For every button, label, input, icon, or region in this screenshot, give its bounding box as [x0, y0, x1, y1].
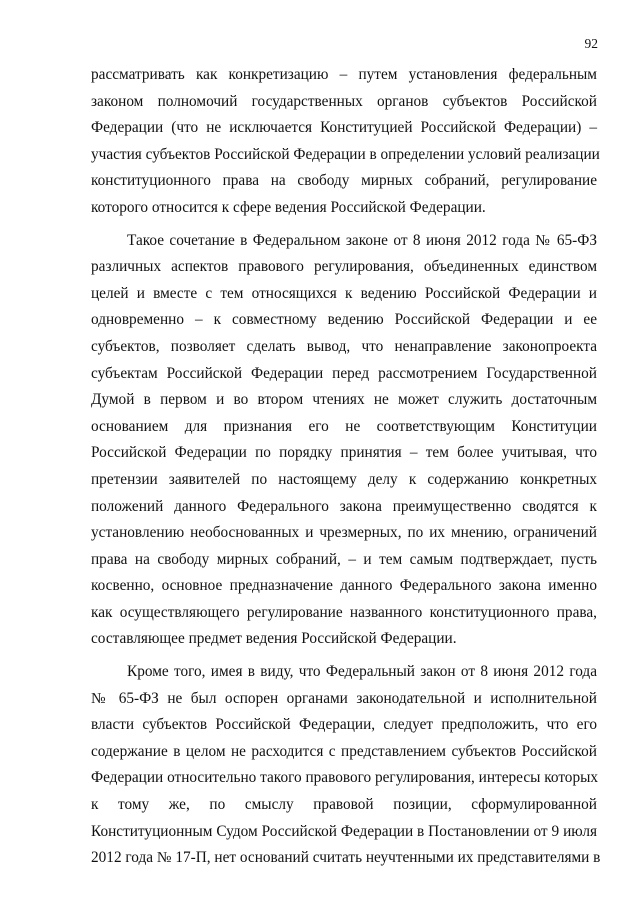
text-line: одновременно – к совместному ведению Российской Федерации и ее [91, 311, 597, 329]
text-line: законом полномочий государственных органов субъектов Российской [91, 92, 597, 110]
text-line: рассматривать как конкретизацию – путем установления федеральным [91, 66, 597, 83]
text-line: Федерации (что не исключается Конституцией Российской Федерации) – [91, 119, 597, 137]
text-line: Думой в первом и во втором чтениях не может служить достаточным [91, 391, 597, 409]
text-line: претензии заявителей по настоящему делу к содержанию конкретных [91, 470, 597, 488]
text-line: установлению необоснованных и чрезмерных, по их мнению, ограничений [91, 524, 597, 542]
text-line: участия субъектов Российской Федерации в определении условий реализации [91, 145, 600, 163]
text-line: субъектам Российской Федерации перед рассмотрением Государственной [91, 364, 597, 382]
text-line: содержание в целом не расходится с представлением субъектов Российской [91, 742, 597, 760]
page-number: 92 [584, 36, 598, 51]
text-line: конституционного права на свободу мирных собраний, регулирование [91, 172, 597, 190]
text-line: 2012 года № 17-П, нет оснований считать неучтенными их представителями в [91, 849, 601, 867]
text-line: как осуществляющего регулирование названного конституционного права, [91, 603, 597, 621]
text-line: различных аспектов правового регулирования, объединенных единством [91, 258, 597, 276]
text-line: Кроме того, имея в виду, что Федеральный закон от 8 июня 2012 года [127, 663, 597, 681]
text-line: составляющее предмет ведения Российской Федерации. [91, 630, 457, 648]
paragraph-2 [91, 228, 597, 654]
document-body [91, 62, 601, 872]
text-line: основанием для признания его не соответствующим Конституции [91, 417, 597, 435]
text-line: субъектов, позволяет сделать вывод, что ненаправление законопроекта [91, 337, 597, 355]
text-line: положений данного Федерального закона преимущественно сводятся к [91, 497, 597, 515]
text-line: косвенно, основное предназначение данного Федерального закона именно [91, 577, 597, 595]
text-line: Такое сочетание в Федеральном законе от 8 июня 2012 года № 65-ФЗ [127, 231, 597, 249]
text-line: права на свободу мирных собраний, – и тем самым подтверждает, пусть [91, 550, 597, 568]
text-line: Конституционным Судом Российской Федерации в Постановлении от 9 июля [91, 822, 597, 840]
text-line: к тому же, по смыслу правовой позиции, сформулированной [91, 796, 597, 814]
paragraph-3 [91, 659, 601, 872]
text-line: Российской Федерации по порядку принятия – тем более учитывая, что [91, 444, 597, 462]
text-line: целей и вместе с тем относящихся к ведению Российской Федерации и [91, 284, 597, 302]
text-line: Федерации относительно такого правового регулирования, интересы которых [91, 769, 599, 787]
text-line: которого относится к сфере ведения Российской Федерации. [91, 198, 486, 216]
paragraph-1 [91, 62, 600, 222]
text-line: № 65-ФЗ не был оспорен органами законодательной и исполнительной [91, 689, 597, 707]
text-line: власти субъектов Российской Федерации, следует предположить, что его [91, 716, 597, 734]
